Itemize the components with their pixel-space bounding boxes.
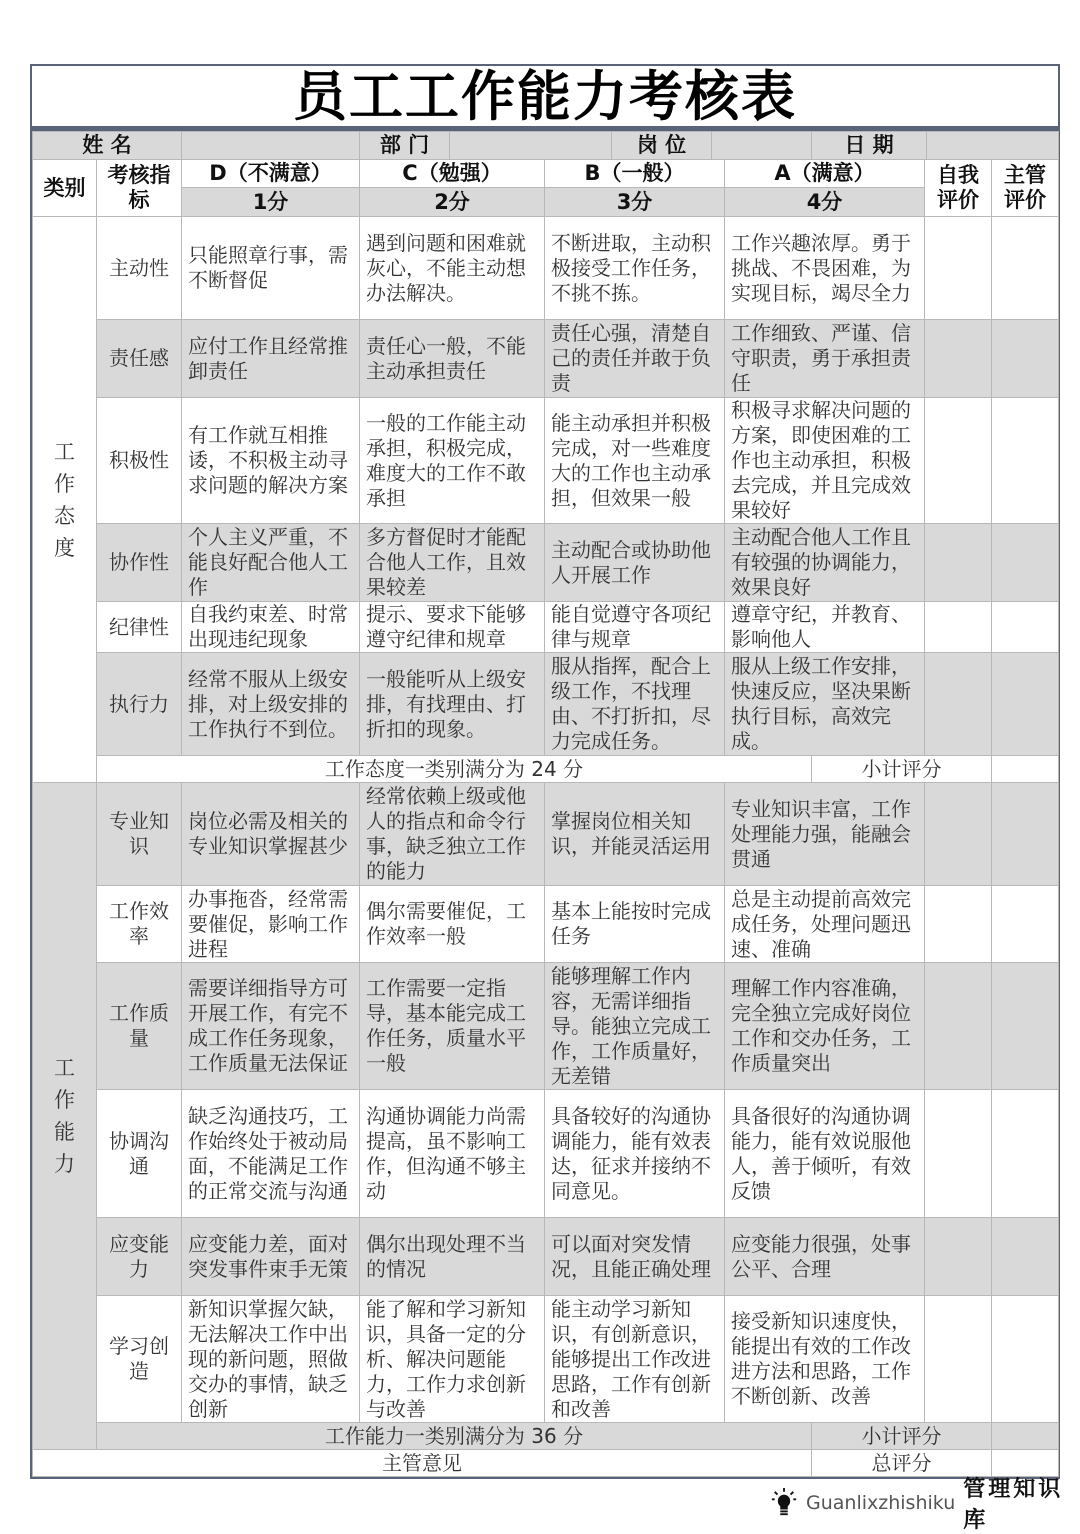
criteria-a: 专业知识丰富，工作处理能力强，能融会贯通 [725,783,925,886]
criteria-b: 能主动学习新知识，有创新意识，能够提出工作改进思路，工作有创新和改善 [545,1296,725,1423]
table-row [33,524,1059,602]
subtotal-field[interactable] [992,756,1058,782]
criteria-d: 新知识掌握欠缺，无法解决工作中出现的新问题，照做交办的事情，缺乏创新 [182,1296,360,1423]
table-row [33,1218,1059,1296]
grade-b-header: B（一般） [545,160,725,188]
subtotal-row [33,1423,1059,1450]
grade-c-header: C（勉强） [360,160,545,188]
category-cell [33,217,97,783]
indicator-name: 专业知识 [97,783,182,886]
self-eval-cell[interactable] [925,1296,992,1423]
self-eval-cell[interactable] [925,524,992,602]
manager-eval-cell[interactable] [992,783,1059,886]
date-field[interactable] [927,132,1058,159]
criteria-d: 缺乏沟通技巧，工作始终处于被动局面，不能满足工作的正常交流与沟通 [182,1090,360,1218]
subtotal-label: 小计评分 [812,1423,992,1449]
criteria-a: 理解工作内容准确，完全独立完成好岗位工作和交办任务，工作质量突出 [725,963,925,1090]
subtotal-field[interactable] [992,1423,1058,1449]
indicator-name: 积极性 [97,398,182,524]
criteria-d: 个人主义严重，不能良好配合他人工作 [182,524,360,602]
manager-eval-cell[interactable] [992,653,1059,756]
criteria-c: 一般的工作能主动承担，积极完成，难度大的工作不敢承担 [360,398,545,524]
manager-eval-cell[interactable] [992,524,1059,602]
dept-label: 部 门 [360,132,450,159]
post-label: 岗 位 [612,132,712,159]
brand-cn: 管理知识库 [963,1476,1064,1533]
criteria-d: 自我约束差、时常出现违纪现象 [182,602,360,653]
category-label: 工作态度 [54,439,75,560]
indicator-name: 执行力 [97,653,182,756]
criteria-b: 能自觉遵守各项纪律与规章 [545,602,725,653]
criteria-a: 工作细致、严谨、信守职责，勇于承担责任 [725,320,925,398]
self-eval-cell[interactable] [925,963,992,1090]
self-eval-cell[interactable] [925,1218,992,1296]
criteria-a: 接受新知识速度快，能提出有效的工作改进方法和思路，工作不断创新、改善 [725,1296,925,1423]
date-label: 日 期 [812,132,927,159]
criteria-d: 岗位必需及相关的专业知识掌握甚少 [182,783,360,886]
criteria-c: 偶尔需要催促，工作效率一般 [360,886,545,963]
manager-eval-cell[interactable] [992,602,1059,653]
criteria-b: 能够理解工作内容，无需详细指导。能独立完成工作，工作质量好，无差错 [545,963,725,1090]
info-row [33,132,1059,160]
manager-eval-cell[interactable] [992,886,1059,963]
criteria-c: 能了解和学习新知识，具备一定的分析、解决问题能力，工作力求创新与改善 [360,1296,545,1423]
lightbulb-icon [770,1486,798,1520]
indicator-name: 协作性 [97,524,182,602]
criteria-a: 总是主动提前高效完成任务，处理问题迅速、准确 [725,886,925,963]
self-eval-cell[interactable] [925,886,992,963]
full-score-note: 工作能力一类别满分为 36 分 [97,1423,812,1449]
criteria-c: 遇到问题和困难就灰心，不能主动想办法解决。 [360,217,545,320]
criteria-a: 具备很好的沟通协调能力，能有效说服他人，善于倾听，有效反馈 [725,1090,925,1218]
manager-eval-cell[interactable] [992,1296,1059,1423]
table-row [33,653,1059,756]
criteria-a: 应变能力很强，处事公平、合理 [725,1218,925,1296]
indicator-name: 责任感 [97,320,182,398]
name-field[interactable] [182,132,360,159]
self-eval-cell[interactable] [925,783,992,886]
manager-opinion-label: 主管意见 [33,1450,812,1476]
subtotal-label: 小计评分 [812,756,992,782]
indicator-name: 协调沟通 [97,1090,182,1218]
self-eval-cell[interactable] [925,217,992,320]
criteria-c: 责任心一般，不能主动承担责任 [360,320,545,398]
criteria-a: 遵章守纪，并教育、影响他人 [725,602,925,653]
table-row [33,963,1059,1090]
score-a: 4分 [725,188,925,217]
table-row [33,602,1059,653]
total-score-label: 总评分 [812,1450,992,1476]
criteria-c: 提示、要求下能够遵守纪律和规章 [360,602,545,653]
manager-eval-cell[interactable] [992,963,1059,1090]
score-c: 2分 [360,188,545,217]
criteria-b: 基本上能按时完成任务 [545,886,725,963]
subtotal-row [33,756,1059,783]
criteria-d: 办事拖沓，经常需要催促，影响工作进程 [182,886,360,963]
criteria-d: 应付工作且经常推卸责任 [182,320,360,398]
post-field[interactable] [712,132,812,159]
manager-eval-cell[interactable] [992,320,1059,398]
indicator-name: 纪律性 [97,602,182,653]
table-row [33,886,1059,963]
criteria-b: 掌握岗位相关知识，并能灵活运用 [545,783,725,886]
criteria-d: 需要详细指导方可开展工作，有完不成工作任务现象，工作质量无法保证 [182,963,360,1090]
manager-eval-header: 主管评价 [992,160,1059,217]
criteria-d: 有工作就互相推诿，不积极主动寻求问题的解决方案 [182,398,360,524]
table-row [33,783,1059,886]
criteria-b: 具备较好的沟通协调能力，能有效表达，征求并接纳不同意见。 [545,1090,725,1218]
self-eval-cell[interactable] [925,1090,992,1218]
indicator-name: 学习创造 [97,1296,182,1423]
criteria-d: 只能照章行事，需不断督促 [182,217,360,320]
criteria-d: 应变能力差，面对突发事件束手无策 [182,1218,360,1296]
appraisal-table [32,131,1059,1477]
category-cell [33,783,97,1450]
table-row [33,1296,1059,1423]
criteria-c: 经常依赖上级或他人的指点和命令行事，缺乏独立工作的能力 [360,783,545,886]
self-eval-header: 自我评价 [925,160,992,217]
criteria-b: 责任心强，清楚自己的责任并敢于负责 [545,320,725,398]
criteria-a: 工作兴趣浓厚。勇于挑战、不畏困难，为实现目标，竭尽全力 [725,217,925,320]
self-eval-cell[interactable] [925,320,992,398]
indicator-header: 考核指标 [97,160,182,217]
name-label: 姓 名 [33,132,182,159]
criteria-c: 一般能听从上级安排，有找理由、打折扣的现象。 [360,653,545,756]
dept-field[interactable] [450,132,612,159]
self-eval-cell[interactable] [925,602,992,653]
criteria-a: 服从上级工作安排，快速反应，坚决果断执行目标，高效完成。 [725,653,925,756]
footer-brand [770,1472,1080,1534]
criteria-c: 沟通协调能力尚需提高，虽不影响工作，但沟通不够主动 [360,1090,545,1218]
self-eval-cell[interactable] [925,653,992,756]
indicator-name: 主动性 [97,217,182,320]
indicator-name: 工作效率 [97,886,182,963]
criteria-b: 不断进取，主动积极接受工作任务，不挑不拣。 [545,217,725,320]
criteria-a: 主动配合他人工作且有较强的协调能力，效果良好 [725,524,925,602]
criteria-a: 积极寻求解决问题的方案，即使困难的工作也主动承担，积极去完成，并且完成效果较好 [725,398,925,524]
table-row [33,320,1059,398]
indicator-name: 应变能力 [97,1218,182,1296]
criteria-b: 服从指挥，配合上级工作，不找理由、不打折扣，尽力完成任务。 [545,653,725,756]
brand-en: Guanlixzhishiku [806,1492,956,1514]
criteria-d: 经常不服从上级安排，对上级安排的工作执行不到位。 [182,653,360,756]
table-row [33,398,1059,524]
self-eval-cell[interactable] [925,398,992,524]
score-b: 3分 [545,188,725,217]
criteria-b: 主动配合或协助他人开展工作 [545,524,725,602]
page-title: 员工工作能力考核表 [32,66,1058,131]
criteria-c: 工作需要一定指导，基本能完成工作任务，质量水平一般 [360,963,545,1090]
criteria-b: 可以面对突发情况，且能正确处理 [545,1218,725,1296]
manager-eval-cell[interactable] [992,1218,1059,1296]
manager-eval-cell[interactable] [992,398,1059,524]
full-score-note: 工作态度一类别满分为 24 分 [97,756,812,782]
grade-d-header: D（不满意） [182,160,360,188]
criteria-c: 偶尔出现处理不当的情况 [360,1218,545,1296]
manager-eval-cell[interactable] [992,1090,1059,1218]
score-d: 1分 [182,188,360,217]
table-row [33,217,1059,320]
criteria-b: 能主动承担并积极完成，对一些难度大的工作也主动承担，但效果一般 [545,398,725,524]
indicator-name: 工作质量 [97,963,182,1090]
category-header: 类别 [33,160,97,217]
appraisal-sheet [30,64,1060,1479]
manager-eval-cell[interactable] [992,217,1059,320]
category-label: 工作能力 [54,1056,75,1176]
table-row [33,1090,1059,1218]
grade-a-header: A（满意） [725,160,925,188]
criteria-c: 多方督促时才能配合他人工作，且效果较差 [360,524,545,602]
